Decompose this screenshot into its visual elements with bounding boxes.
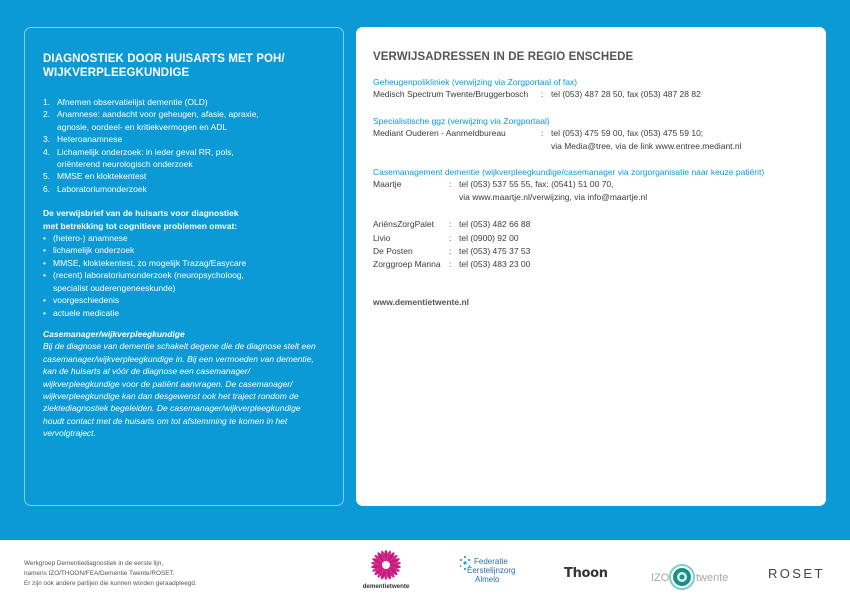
colon-separator: : [541,89,544,100]
step-text [57,170,146,182]
referral-item [43,307,325,319]
referral-section [373,76,809,101]
contact-name: Zorggroep Manna [373,259,441,270]
colon-separator [449,191,459,203]
colon-separator [541,140,551,152]
step-text-line: Heteroanamnese [57,134,123,145]
care-organisation-contacts [373,218,809,272]
bullet-dot-icon: • [43,295,46,306]
step-number: 2. [43,109,51,120]
referral-section-title: Casemanagement dementie (wijkverpleegkundige/casemanager via zorgorganisatie naar keuze patiënt) [373,167,765,178]
referral-item [43,257,325,269]
step-text [57,183,147,195]
referral-value: tel (053) 487 28 50, fax (053) 487 28 82 [551,89,701,100]
colon-separator: : [541,128,544,139]
referral-letter-intro [43,207,325,232]
referral-row [373,88,809,100]
referral-item-text [53,257,246,269]
referral-item-text [53,269,244,294]
svg-text:Eerstelijnzorg: Eerstelijnzorg [467,566,516,575]
casemanager-heading: Casemanager/wijkverpleegkundige [43,328,185,339]
step-text-line: oriënterend neurologisch onderzoek [57,159,193,170]
footer-credit-line: Werkgroep Dementiediagnostiek in de eerste lijn, [24,560,164,567]
step-text-line: MMSE en kloktekentest [57,171,147,182]
step-text [57,146,234,171]
referral-item-line: MMSE, kloktekentest, zo mogelijk Trazag/Easycare [53,257,247,268]
referral-name: Mediant Ouderen - Aanmeldbureau [373,128,506,139]
referral-name [373,191,449,203]
referral-item-text [53,294,119,306]
dementie-logo-text: dementietwente [362,583,410,590]
diagnostic-step [43,133,325,145]
svg-text:twente: twente [696,572,729,584]
bullet-dot-icon: • [43,270,46,281]
diagnostic-step [43,170,325,182]
bullet-dot-icon: • [43,307,46,318]
referral-contents-list [43,232,325,319]
contact-row [373,232,809,245]
contact-row [373,218,809,231]
contact-name: Livio [373,232,391,243]
referral-item-line: lichamelijk onderzoek [53,245,135,256]
referral-item [43,294,325,306]
colon-separator: : [449,232,452,243]
casemanager-paragraph: Bij de diagnose van dementie schakelt degene die de diagnose stelt een casemanager/wijkverpleegkundige in. Bij een vermoeden van dementie, kan de huisarts al vóór de diagnose een casemanager/ wijkverpleegkundige voor de patiënt aanvragen. De casemanager/ wijkverpleegkundige kan dan desgewenst ook het traject rondom de ziektediagnostiek begeleiden. De casemanager/wijkverpleegkundige houdt contact met de huisarts om tot afstemming te komen in het vervolgtraject. [43,341,316,439]
intro-line: met betrekking tot cognitieve problemen omvat: [43,220,238,231]
contact-name: De Posten [373,246,413,257]
step-text-line: agnosie, oordeel- en kritiekvermogen en ADL [57,121,228,132]
colon-separator: : [449,246,452,257]
referral-value: via www.maartje.nl/verwijzing, via info@maartje.nl [459,191,648,202]
contact-row [373,258,809,271]
referral-value: tel (053) 537 55 55, fax: (0541) 51 00 70, [459,179,614,190]
footer-credit-line: Er zijn ook andere partijen die kunnen worden geraadpleegd. [24,580,197,587]
referral-value: via Media@tree, via de link www.entree.mediant.nl [551,140,742,151]
step-number: 5. [43,171,51,182]
svg-text:Federatie: Federatie [474,557,508,566]
step-number: 3. [43,134,51,145]
referral-item [43,232,325,244]
step-number: 4. [43,146,51,157]
left-panel-title: DIAGNOSTIEK DOOR HUISARTS MET POH/ WIJKVERPLEEGKUNDIGE [43,53,285,79]
referral-item-line: actuele medicatie [53,307,120,318]
step-text-line: Afnemen observatielijst dementie (OLD) [57,97,208,107]
referral-section [373,115,809,152]
contact-phone: tel (053) 482 66 88 [459,219,531,230]
bullet-dot-icon: • [43,257,46,268]
step-text [57,96,208,108]
referral-name: Medisch Spectrum Twente/Bruggerbosch [373,89,529,100]
referral-section [373,166,809,203]
thoon-logo: Thoon [564,566,608,581]
left-panel-diagnostics [24,27,344,506]
contact-row [373,245,809,258]
website-link[interactable]: www.dementietwente.nl [373,296,470,307]
referral-item-text [53,244,134,256]
diagnostic-step [43,108,325,133]
dementie-twente-logo [358,548,414,592]
bullet-dot-icon: • [43,233,46,244]
referral-row [373,178,809,190]
diagnostic-step [43,183,325,195]
referral-item-line: specialist ouderengeneeskunde) [53,282,176,293]
referral-item-text [53,232,128,244]
step-number: 1. [43,97,51,107]
referral-row [373,191,809,203]
diagnostic-step [43,96,325,108]
referral-value: tel (053) 475 59 00, fax (053) 475 59 10; [551,128,704,139]
step-text [57,133,122,145]
colon-separator: : [449,179,452,190]
right-panel-title: VERWIJSADRESSEN IN DE REGIO ENSCHEDE [373,51,634,63]
roset-logo: ROSET [768,566,825,581]
referral-sections [373,76,809,203]
referral-item-text [53,307,119,319]
izo-twente-logo [651,560,739,594]
colon-separator: : [449,219,452,230]
referral-name: Maartje [373,179,402,190]
step-text-line: Laboratoriumonderzoek [57,183,147,194]
svg-text:Almelo: Almelo [475,575,500,584]
footer-credits [24,559,197,589]
svg-text:IZO: IZO [651,572,670,584]
diagnostic-step [43,146,325,171]
bullet-dot-icon: • [43,245,46,256]
contact-phone: tel (053) 483 23 00 [459,259,531,270]
intro-line: De verwijsbrief van de huisarts voor diagnostiek [43,208,239,219]
step-number: 6. [43,183,51,194]
contact-phone: tel (053) 475 37 53 [459,246,531,257]
step-text-line: Anamnese: aandacht voor geheugen, afasie, apraxie, [57,109,259,120]
referral-item-line: (hetero-) anamnese [53,233,128,244]
contact-phone: tel (0900) 92 00 [459,232,519,243]
fea-logo [457,551,527,591]
referral-row [373,140,809,152]
step-text [57,108,259,133]
diagnostic-steps-list [43,96,325,195]
referral-row [373,127,809,139]
step-text-line: Lichamelijk onderzoek: in ieder geval RR, pols, [57,146,234,157]
referral-section-title: Geheugenpolikliniek (verwijzing via Zorgportaal of fax) [373,77,578,87]
colon-separator: : [449,259,452,270]
footer-credit-line: namens IZO/THOON/FEA/Dementie Twente/ROSET. [24,570,175,577]
contact-name: AriënsZorgPalet [373,219,434,230]
referral-item [43,244,325,256]
referral-section-title: Specialistische ggz (verwijzing via Zorgportaal) [373,115,550,126]
referral-item-line: voorgeschiedenis [53,295,120,306]
referral-item [43,269,325,294]
right-panel-referral-addresses [356,27,826,506]
referral-item-line: (recent) laboratoriumonderzoek (neuropsycholoog, [53,270,244,281]
referral-name [373,140,541,152]
